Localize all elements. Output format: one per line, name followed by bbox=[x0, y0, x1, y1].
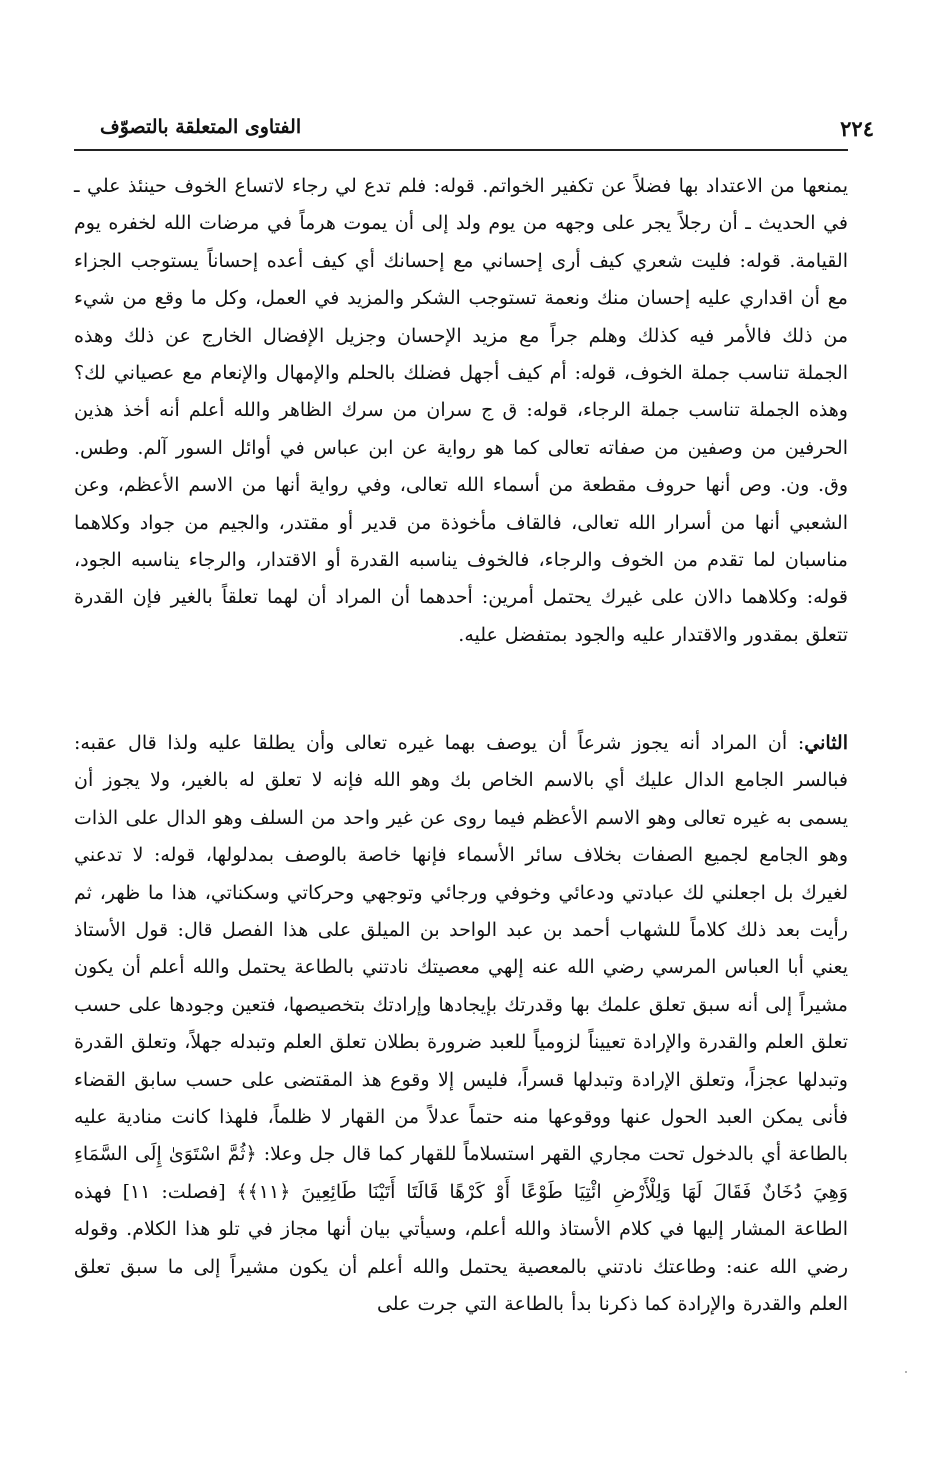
paragraph-2-lead: الثاني bbox=[804, 732, 848, 754]
paragraph-2-body: : أن المراد أنه يجوز شرعاً أن يوصف بهما غيره تعالى وأن يطلقا عليه ولذا قال عقبه: فبالسر الجامع الدال عليك أي بالاسم الخاص بك وهو الله فإنه لا تعلق له بالغير، ولا يجوز أن يسمى به غيره تعالى وهو الاسم الأعظم فيما روى عن غير واحد من السلف وهو الدال على الذات وهو الجامع لجميع الصفات بخلاف سائر الأسماء فإنها خاصة بالوصف بمدلولها، قوله: لا تدعني لغيرك بل اجعلني لك عبادتي ودعائي وخوفي ورجائي وتوجهي وحركاتي وسكناتي، هذا ما ظهر، ثم رأيت بعد ذلك كلاماً للشهاب أحمد بن عبد الواحد بن الميلق على هذا الفصل قال: قول الأستاذ يعني أبا العباس المرسي رضي الله عنه إلهي معصيتك نادتني بالطاعة يحتمل والله أعلم أن يكون مشيراً إلى أنه سبق تعلق علمك بها وقدرتك بإيجادها وإرادتك بتخصيصها، فتعين وجودها على حسب تعلق العلم والقدرة والإرادة تعييناً لزومياً للعبد ضرورة بطلان تعلق العلم وتبدله جهلاً، وتعلق القدرة وتبدلها عجزاً، وتعلق الإرادة وتبدلها قسراً، فليس إلا وقوع هذ المقتضى على حسب سابق القضاء فأنى يمكن العبد الحول عنها ووقوعها منه حتماً عدلاً من القهار لا ظلماً، فلهذا كانت منادية عليه بالطاعة أي بالدخول تحت مجاري القهر استسلاماً للقهار كما قال جل وعلا: ﴿ثُمَّ اسْتَوَىٰ إِلَى السَّمَاءِ وَهِيَ دُخَانٌ فَقَالَ لَهَا وَلِلْأَرْضِ ائْتِيَا طَوْعًا أَوْ كَرْهًا قَالَتَا أَتَيْنَا طَائِعِينَ ﴿١١﴾﴾ [فصلت: ١١] فهذه الطاعة المشار إليها في كلام الأستاذ والله أعلم، وسيأتي بيان أنها مجاز في تلو هذا الكلام. وقوله رضي الله عنه: وطاعتك نادتني بالمعصية يحتمل والله أعلم أن يكون مشيراً إلى ما سبق تعلق العلم والقدرة والإرادة كما ذكرنا بدأ بالطاعة التي جرت على bbox=[74, 732, 848, 1316]
running-header-title: الفتاوى المتعلقة بالتصوّف bbox=[100, 116, 302, 138]
scan-speck bbox=[905, 1371, 907, 1373]
paragraph-2 bbox=[74, 725, 848, 1324]
paragraph-1: يمنعها من الاعتداد بها فضلاً عن تكفير الخواتم. قوله: فلم تدع لي رجاء لاتساع الخوف حينئذ علي ـ في الحديث ـ أن رجلاً يجر على وجهه من يوم ولد إلى أن يموت هرماً في مرضات الله لخفره يوم القيامة. قوله: فليت شعري كيف أرى إحساني مع إحسانك أي كيف أعده إحساناً يستوجب الجزاء مع أن اقداري عليه إحسان منك ونعمة تستوجب الشكر والمزيد في العمل، وكل ما وقع من شيء من ذلك فالأمر فيه كذلك وهلم جراً مع مزيد الإحسان وجزيل الإفضال الخارج عن ذلك وهذه الجملة تناسب جملة الخوف، قوله: أم كيف أجهل فضلك بالحلم والإمهال والإنعام مع عصياني لك؟ وهذه الجملة تناسب جملة الرجاء، قوله: ق ج سران من سرك الظاهر والله أعلم أنه أخذ هذين الحرفين من وصفين من صفاته تعالى كما هو رواية عن ابن عباس في أوائل السور آلم. وطس. وق. ون. وص أنها حروف مقطعة من أسماء الله تعالى، وفي رواية أنها من الاسم الأعظم، وعن الشعبي أنها من أسرار الله تعالى، فالقاف مأخوذة من قدير أو مقتدر، والجيم من جواد وكلاهما مناسبان لما تقدم من الخوف والرجاء، فالخوف يناسبه القدرة أو الاقتدار، والرجاء يناسبه الجود، قوله: وكلاهما دالان على غيرك يحتمل أمرين: أحدهما أن المراد أن لهما تعلقاً بالغير فإن القدرة تتعلق بمقدور والاقتدار عليه والجود بمتفضل عليه. bbox=[74, 175, 848, 646]
header-divider bbox=[74, 149, 848, 151]
page-number: ٢٢٤ bbox=[840, 116, 874, 141]
